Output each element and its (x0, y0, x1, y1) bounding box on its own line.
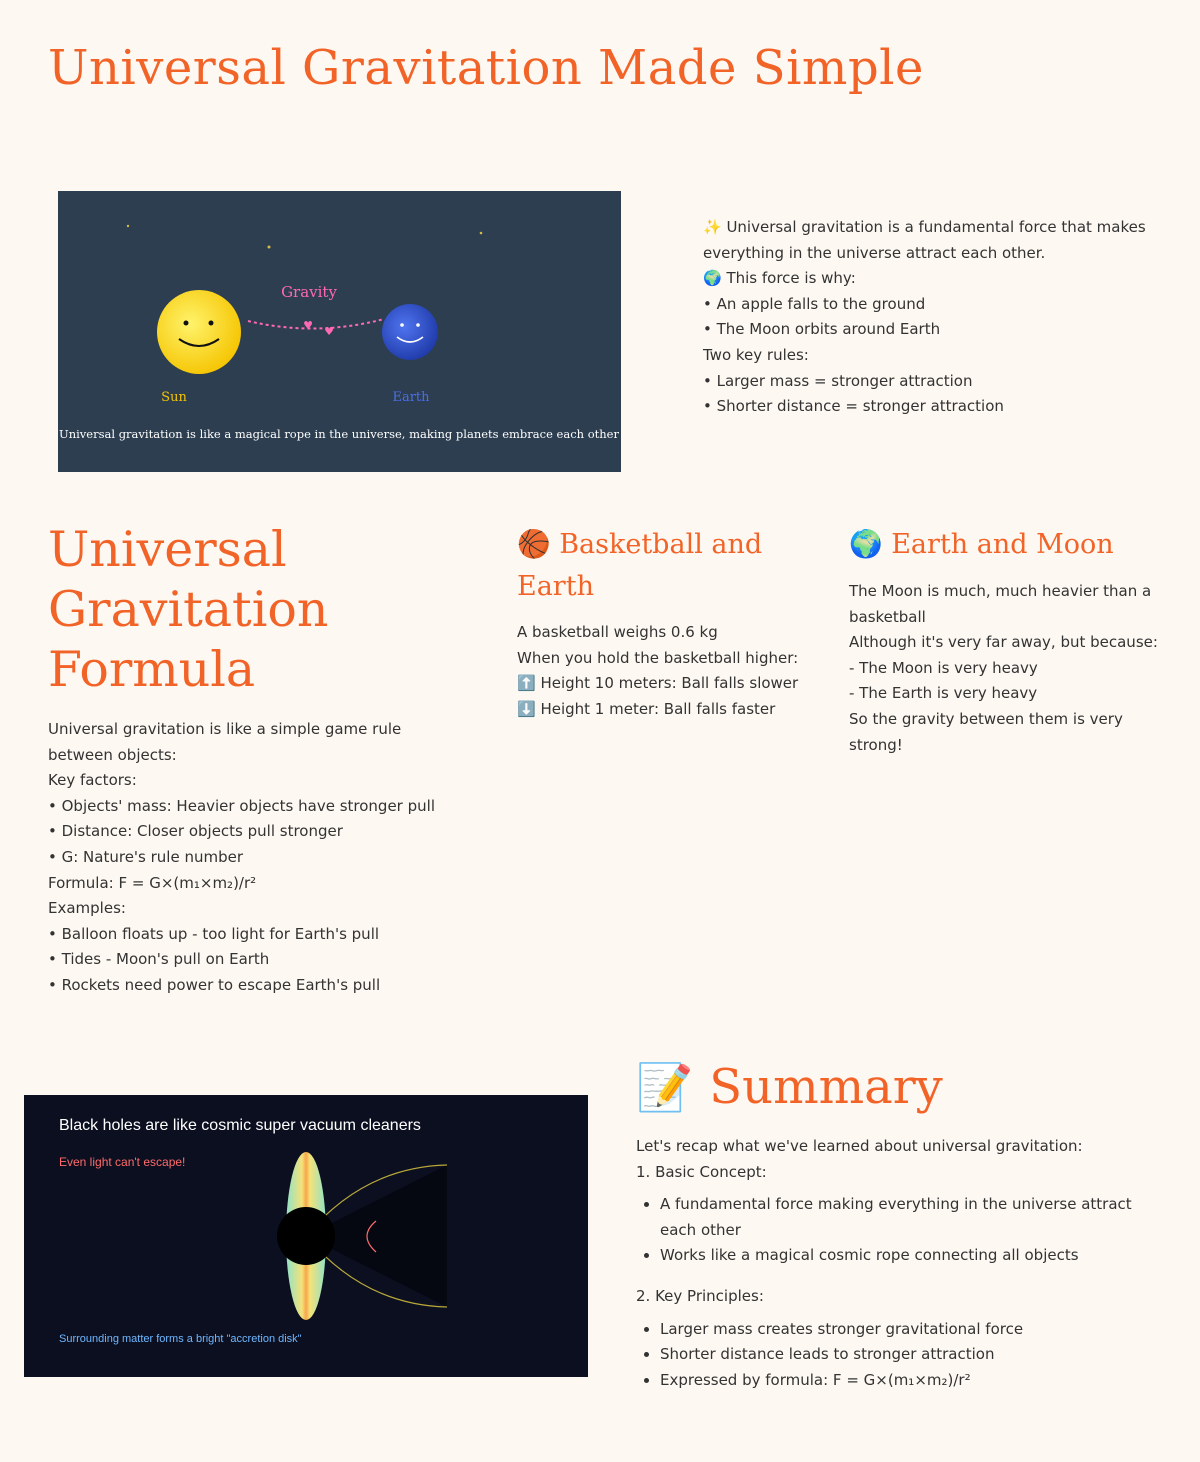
formula-line: Universal gravitation is like a simple game rule between objects: (48, 720, 407, 764)
formula-line: • G: Nature's rule number (48, 847, 244, 866)
basketball-text (517, 620, 817, 722)
formula-line: • Objects' mass: Heavier objects have stronger pull (48, 796, 435, 815)
black-hole-subtitle: Even light can't escape! (59, 1155, 186, 1169)
intro-line: 🌍 This force is why: (703, 269, 856, 288)
sun-icon (157, 290, 241, 374)
summary-list (636, 1192, 1156, 1269)
list-item: • A fundamental force making everything in the universe attract each other (660, 1192, 1156, 1243)
formula-line: Examples: (48, 899, 126, 918)
intro-line: • Shorter distance = stronger attraction (703, 397, 1004, 416)
gravity-label: Gravity (281, 283, 337, 301)
summary-heading-text: Summary (709, 1059, 943, 1115)
summary-section-title: 2. Key Principles: (636, 1286, 764, 1305)
intro-text (703, 215, 1163, 420)
formula-heading: Universal Gravitation Formula (48, 521, 329, 698)
summary-intro: Let's recap what we've learned about universal gravitation: (636, 1137, 1083, 1155)
earth-moon-line: - The Earth is very heavy (849, 684, 1038, 703)
sun-earth-diagram (58, 191, 621, 472)
formula-line: • Distance: Closer objects pull stronger (48, 822, 343, 841)
page-title: Universal Gravitation Made Simple (48, 40, 924, 96)
basketball-line: ⬆️ Height 10 meters: Ball falls slower (517, 674, 799, 693)
basketball-heading: 🏀 Basketball and Earth (517, 529, 763, 602)
heart-icon: ♥ (324, 325, 334, 338)
earth-moon-line: Although it's very far away, but because: (849, 633, 1158, 652)
basketball-line: A basketball weighs 0.6 kg (517, 623, 718, 641)
intro-line: • An apple falls to the ground (703, 294, 926, 313)
formula-line: Formula: F = G×(m₁×m₂)/r² (48, 873, 257, 892)
sun-label: Sun (161, 390, 187, 405)
formula-text (48, 717, 448, 999)
star (268, 246, 271, 249)
earth-moon-line: So the gravity between them is very strong! (849, 709, 1128, 754)
earth-moon-heading: 🌍 Earth and Moon (849, 529, 1114, 560)
summary-list (636, 1317, 1156, 1394)
list-item: • Works like a magical cosmic rope connecting all objects (660, 1243, 1156, 1269)
list-item: • Larger mass creates stronger gravitational force (660, 1317, 1156, 1343)
list-item: • Expressed by formula: F = G×(m₁×m₂)/r² (660, 1368, 1156, 1394)
intro-line: • The Moon orbits around Earth (703, 320, 941, 339)
earth-moon-text (849, 579, 1169, 758)
black-hole-title: Black holes are like cosmic super vacuum cleaners (59, 1117, 421, 1134)
earth-icon (382, 304, 438, 360)
summary-section-title: 1. Basic Concept: (636, 1162, 767, 1181)
earth-moon-line: - The Moon is very heavy (849, 658, 1038, 677)
black-hole-diagram (24, 1095, 588, 1377)
formula-line: • Tides - Moon's pull on Earth (48, 950, 270, 969)
sun-earth-illustration (58, 191, 621, 472)
formula-line: Key factors: (48, 771, 137, 790)
black-hole-illustration (24, 1095, 588, 1377)
basketball-line: ⬇️ Height 1 meter: Ball falls faster (517, 699, 776, 718)
black-hole-caption: Surrounding matter forms a bright "accretion disk" (59, 1333, 302, 1345)
memo-icon: 📝 (636, 1060, 694, 1114)
intro-line: ✨ Universal gravitation is a fundamental force that makes everything in the universe attract each other. (703, 218, 1151, 262)
formula-line: • Rockets need power to escape Earth's pull (48, 975, 381, 994)
basketball-line: When you hold the basketball higher: (517, 648, 799, 667)
formula-line: • Balloon floats up - too light for Earth's pull (48, 924, 380, 943)
intro-line: Two key rules: (703, 345, 809, 364)
gravity-rope (248, 319, 384, 329)
intro-line: • Larger mass = stronger attraction (703, 371, 973, 390)
star (127, 225, 129, 227)
star (480, 232, 483, 235)
summary-heading (636, 1052, 943, 1122)
earth-moon-line: The Moon is much, much heavier than a basketball (849, 582, 1157, 626)
earth-label: Earth (392, 390, 430, 405)
summary-text (636, 1134, 1156, 1408)
heart-icon: ♥ (303, 319, 313, 332)
black-hole-core (277, 1207, 335, 1265)
list-item: • Shorter distance leads to stronger attraction (660, 1342, 1156, 1368)
illustration-caption: Universal gravitation is like a magical rope in the universe, making planets embrace each other (59, 427, 619, 441)
